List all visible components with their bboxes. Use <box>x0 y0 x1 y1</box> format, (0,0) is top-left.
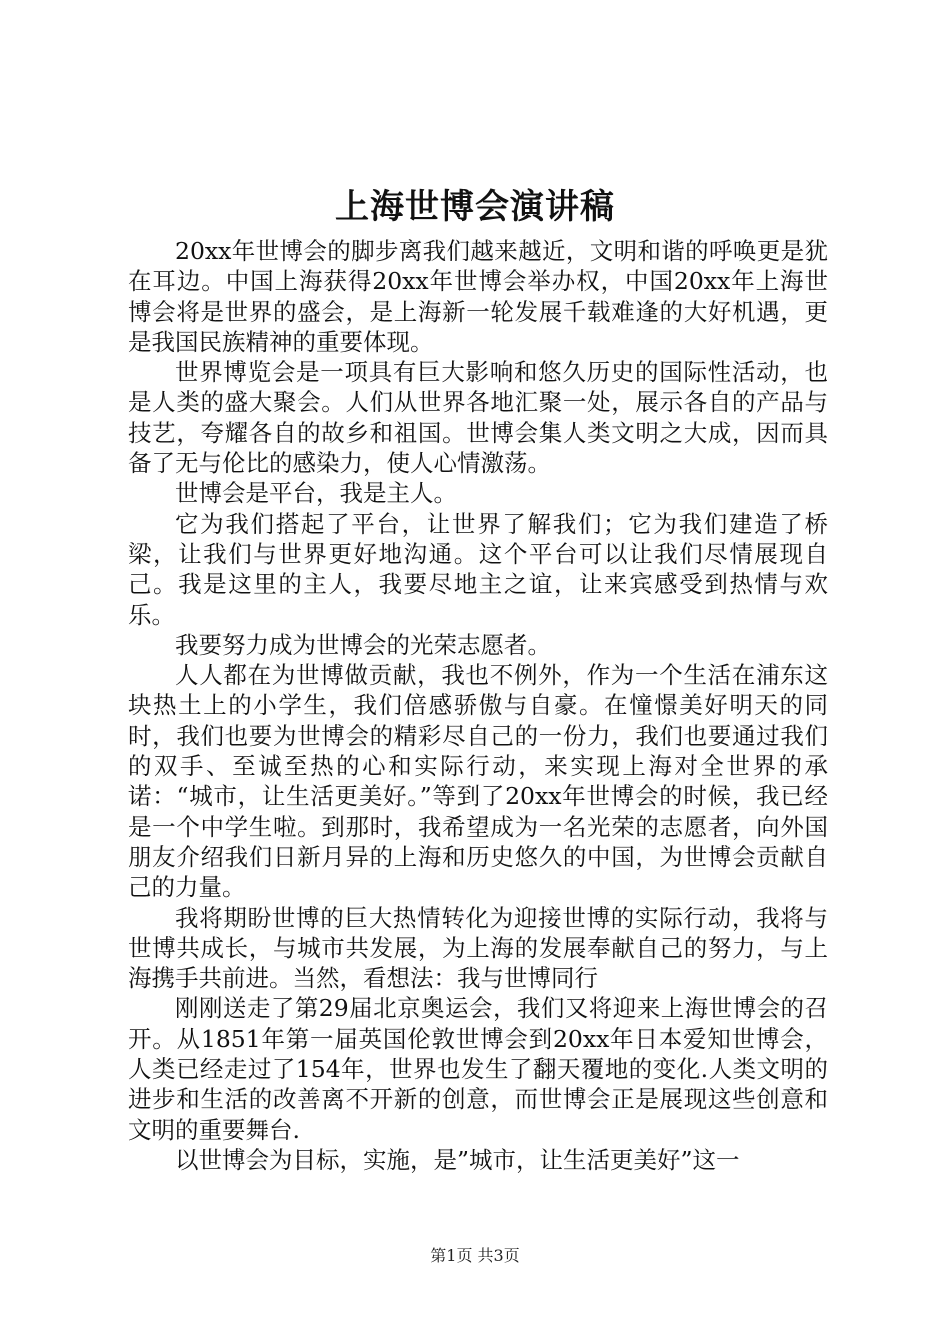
page-footer: 第1页 共3页 <box>430 1246 520 1265</box>
document-title: 上海世博会演讲稿 <box>335 187 615 227</box>
paragraph: 刚刚送走了第29届北京奥运会，我们又将迎来上海世博会的召开。从1851年第一届英国伦敦世博会到20xx年日本爱知世博会，人类已经走过了154年，世界也发生了翻天覆地的变化.人类文明的进步和生活的改善离不开新的创意，而世博会正是展现这些创意和文明的重要舞台. <box>128 994 828 1144</box>
paragraph: 世界博览会是一项具有巨大影响和悠久历史的国际性活动，也是人类的盛大聚会。人们从世界各地汇聚一处，展示各自的产品与技艺，夸耀各自的故乡和祖国。世博会集人类文明之大成，因而具备了无与伦比的感染力，使人心情激荡。 <box>128 358 828 478</box>
paragraph: 人人都在为世博做贡献，我也不例外，作为一个生活在浦东这块热土上的小学生，我们倍感骄傲与自豪。在憧憬美好明天的同时，我们也要为世博会的精彩尽自己的一份力，我们也要通过我们的双手、至诚至热的心和实际行动，来实现上海对全世界的承诺：“城市，让生活更美好。”等到了20xx年世博会的时候，我已经是一个中学生啦。到那时，我希望成为一名光荣的志愿者，向外国朋友介绍我们日新月异的上海和历史悠久的中国，为世博会贡献自己的力量。 <box>128 661 828 902</box>
paragraph: 我将期盼世博的巨大热情转化为迎接世博的实际行动，我将与世博共成长，与城市共发展，为上海的发展奉献自己的努力，与上海携手共前进。当然，看想法：我与世博同行 <box>128 903 828 993</box>
paragraph: 它为我们搭起了平台，让世界了解我们；它为我们建造了桥梁，让我们与世界更好地沟通。这个平台可以让我们尽情展现自己。我是这里的主人，我要尽地主之谊，让来宾感受到热情与欢乐。 <box>128 509 828 629</box>
paragraph: 我要努力成为世博会的光荣志愿者。 <box>175 630 551 659</box>
paragraph: 世博会是平台，我是主人。 <box>175 479 457 508</box>
document-body <box>128 236 828 1175</box>
paragraph: 20xx年世博会的脚步离我们越来越近，文明和谐的呼唤更是犹在耳边。中国上海获得20xx年世博会举办权，中国20xx年上海世博会将是世界的盛会，是上海新一轮发展千载难逢的大好机遇，更是我国民族精神的重要体现。 <box>128 237 828 356</box>
paragraph: 以世博会为目标，实施，是”城市，让生活更美好”这一 <box>175 1145 740 1174</box>
